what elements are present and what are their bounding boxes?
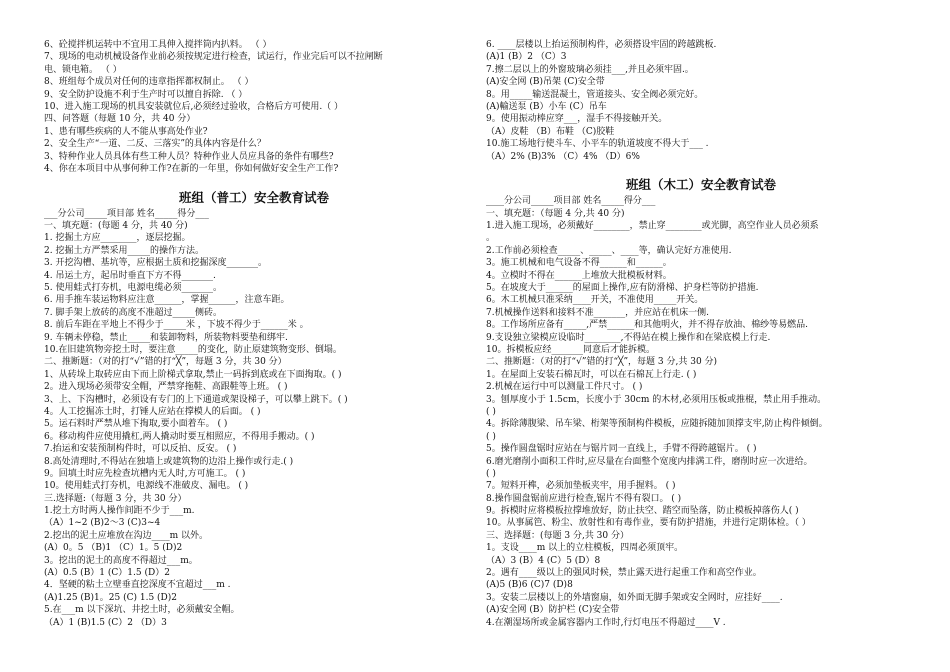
left-text-line: 5.在___m 以下深坑、井挖土时，必须戴安全帽。 bbox=[44, 605, 240, 616]
right-text-line: ( ) bbox=[486, 406, 496, 417]
right-text-line: 一、填充题：（每题 4 分,共 40 分) bbox=[486, 208, 625, 219]
left-exam-column bbox=[44, 39, 464, 629]
right-text-line: 5。操作圆盘锯时应站在与锯片同一直线上，手臂不得跨越锯片。 ( ) bbox=[486, 444, 757, 455]
left-text-line: 8.高处清理时,不得站在独墙上或建筑物的边沿上操作或行走.( ) bbox=[44, 456, 294, 467]
right-text-line: 9。拆模时应将模板拉撑堆放好，防止扶空、踏空而坠落，防止模板掉落伤人( ) bbox=[486, 506, 799, 517]
left-text-line: 7、现场的电动机械设备作业前必须按规定进行检查，试运行，作业完后可以不拉闸断 bbox=[44, 52, 383, 63]
right-text-line: 8。用_____输送混凝土，管道接头、安全阀必须完好。 bbox=[486, 89, 704, 100]
right-exam-column bbox=[486, 39, 916, 629]
right-text-line: 3。刨厚度小于 1.5cm，长度小于 30cm 的木材,必须用压板或推棍，禁止用手推动。 bbox=[486, 394, 827, 405]
right-text-line: 10.施工场地行使斗车、小平车的轨道坡度不得大于___ . bbox=[486, 139, 709, 150]
right-text-line: 4。立模时不得在______上堆放大批模板材料。 bbox=[486, 270, 672, 281]
left-text-line: 2. 挖掘土方严禁采用_____的操作方法。 bbox=[44, 245, 204, 256]
right-text-line: 2.机械在运行中可以测量工件尺寸。 ( ) bbox=[486, 382, 643, 393]
left-text-line: 7.抬运和安装预制构件时，可以反拍、反安。 ( ) bbox=[44, 444, 237, 455]
right-text-line: 8.操作圆盘锯前应进行检查,锯片不得有裂口。 ( ) bbox=[486, 493, 682, 504]
left-text-line: 8、班组每个成员对任何的违章指挥都权制止。 （ ） bbox=[44, 77, 254, 88]
left-text-line: 10、进入施工现场的机具安装就位后,必须经过验收，合格后方可使用.（ ） bbox=[44, 101, 344, 112]
right-text-line: ____分公司_____项目部 姓名_____得分___ bbox=[486, 196, 656, 207]
right-text-line: 7.机械操作送料和接料不准_______，并应站在机床一侧. bbox=[486, 307, 709, 318]
right-text-line: ( ) bbox=[486, 431, 496, 442]
right-text-line: (A)安全网 (B)吊架 (C)安全带 bbox=[486, 77, 605, 88]
right-text-line: 10。拆模板应经_______同意后才能拆模。 bbox=[486, 344, 655, 355]
right-exam-title: 班组（木工）安全教育试卷 bbox=[625, 177, 776, 193]
left-exam-title: 班组（普工）安全教育试卷 bbox=[178, 189, 329, 205]
left-text-line: 二、推断题：（对的打“√”错的打“╳”，每题 3 分，共 30 分） bbox=[44, 357, 287, 368]
right-text-line: 6. ____层楼以上抬运预制构件，必须搭设牢固的跨越跳板. bbox=[486, 40, 717, 50]
right-text-line: （A）皮鞋 （B）布鞋 （C)胶鞋 bbox=[486, 126, 615, 137]
left-text-line: （A）1~2 (B)2～3 (C)3~4 bbox=[44, 518, 161, 529]
left-text-line: 10。使用蛙式打夯机，电源线不准破皮、漏电。 ( ) bbox=[44, 481, 249, 492]
right-text-line: 6。木工机械只准采纳____开关，不准使用_____开关。 bbox=[486, 295, 704, 306]
right-text-line: 6.磨光磨削小面积工件时,应尽量在台面整个宽度内排满工件，磨削时应一次进给。 bbox=[486, 456, 813, 467]
right-text-line: 7.擦二层以上的外窗玻璃必须挂___,并且必须牢固.。 bbox=[486, 64, 694, 75]
left-text-line: 9. 车辆未停稳，禁止_____和装卸物料，所装物料要垫和绑牢. bbox=[44, 332, 288, 343]
right-text-line: (A)安全网 (B）防护栏 (C)安全带 bbox=[486, 605, 620, 616]
right-text-line: 10。从事属笆、粉尘、放射性和有毒作业，要有防护措施，并进行定期体检。（ ） bbox=[486, 518, 811, 529]
right-text-line: (A)1 (B）2 （C）3 bbox=[486, 52, 567, 63]
right-text-line: 4。拆除薄腹梁、吊车梁、桁架等预制构件模板，应随拆随加顶撑支牢,防止构件倾倒。 bbox=[486, 419, 828, 430]
left-text-line: 3、上、下沟槽时，必须设有专门的上下通道或架设梯子，可以攀上跳下。( ) bbox=[44, 394, 348, 405]
right-text-line: 2。遇有____级以上的强风时候，禁止露天进行起重工作和高空作业。 bbox=[486, 568, 762, 579]
left-text-line: （A）1 (B)1.5 (C）2 （D）3 bbox=[44, 617, 167, 628]
right-text-line: 8。工作场所应备有_____,严禁______和其他明火，并不得存放油、棉纱等易燃品. bbox=[486, 320, 808, 331]
right-text-line: 二、推断题：（对的打“√”错的打“╳”，每题 3 分,共 30 分) bbox=[486, 357, 718, 368]
right-text-line: 三、选择题：(每题 3 分,共 30 分） bbox=[486, 530, 629, 541]
left-text-line: 1、患有哪些疾病的人不能从事高处作业? bbox=[44, 126, 208, 137]
right-text-line: 9。使用振动棒应穿___，湿手不得接触开关。 bbox=[486, 114, 668, 125]
right-text-line: 2.工作前必须检查_____、_____、____等，确认完好方准使用. bbox=[486, 245, 732, 256]
left-text-line: 4．坚硬的粘土立壁垂直挖深度不宜超过___m . bbox=[44, 580, 231, 591]
left-text-line: 5。运石料时严禁从堆下掏取,要小面着车。 ( ) bbox=[44, 419, 228, 430]
right-text-line: （A）3 (B）4 (C）5 (D）8 bbox=[486, 555, 601, 566]
left-text-line: 9、安全防护设施不利于生产时可以擅自拆除. （ ） bbox=[44, 89, 248, 100]
right-text-line: 5。在坡度大于______的屋面上操作,应有防滑梯、护身栏等防护措施. bbox=[486, 283, 759, 294]
left-text-line: 4、你在本项目中从事何种工作?在新的一年里，你如何做好安全生产工作? bbox=[44, 163, 339, 174]
left-text-line: 1.挖土方时两人操作间距不少于___m. bbox=[44, 506, 195, 517]
right-text-line: (A)輸送泵 (B）小车 (C）吊车 bbox=[486, 101, 607, 112]
left-text-line: 2.挖出的泥土应堆放在沟边____m 以外。 bbox=[44, 530, 208, 541]
right-text-line: ( ) bbox=[486, 468, 496, 479]
left-text-line: 1、从砖垛上取砖应由下而上阶梯式拿取,禁止一码拆到底或在下面掏取。( ) bbox=[44, 369, 342, 380]
left-text-line: 2、安全生产“一道、二反、三落实”的具体内容是什么？ bbox=[44, 139, 266, 150]
left-text-line: 3、特种作业人员具体有些工种人员？特种作业人员应具备的条件有哪些? bbox=[44, 151, 334, 162]
right-spacer bbox=[486, 163, 916, 175]
left-text-line: 三.选择题:（每题 3 分，共 30 分） bbox=[44, 493, 187, 504]
right-text-line: 1。在屋面上安装石棉瓦时，可以在石棉瓦上行走. ( ) bbox=[486, 369, 697, 380]
left-text-line: ___分公司_____项目部 姓名_____得分___ bbox=[44, 208, 209, 219]
left-text-line: 6. 用手推车装运物料应注意______，掌握______，注意车距。 bbox=[44, 295, 290, 306]
left-text-line: 10.在旧建筑物旁挖土时，要注意_____的变化，防止原建筑物变形、倒塌。 bbox=[44, 344, 342, 355]
left-text-line: 5. 使用蛙式打夯机，电源电缆必须_______。 bbox=[44, 283, 222, 294]
left-text-line: 一、填充题：(每题 4 分，共 40 分) bbox=[44, 221, 188, 232]
left-text-line: (A)1.25 (B)1。25 (C) 1.5 (D)2 bbox=[44, 592, 178, 603]
right-text-line: 4.在潮湿场所或金属容器内工作时,行灯电压不得超过____V . bbox=[486, 617, 726, 628]
right-text-line: 。 bbox=[486, 233, 496, 244]
left-text-line: (A）0。5 （B)1 （C）1。5 (D)2 bbox=[44, 543, 183, 554]
left-text-line: 3. 开挖沟槽、基坑等，应根据土质和挖掘深度_______。 bbox=[44, 258, 267, 269]
right-text-line: 3。施工机械和电气设备不得______和______。 bbox=[486, 258, 672, 269]
left-text-line: 4。人工挖掘冻土时，打锤人应站在撑模人的后面。 ( ) bbox=[44, 406, 261, 417]
left-text-line: 8. 前后车距在平地上不得少于_____米 ，下坡不得少于______米 。 bbox=[44, 320, 309, 331]
left-text-line: 1. 挖掘土方应________，逐层挖掘。 bbox=[44, 233, 191, 244]
right-text-line: (A)5 (B)6 (C)7 (D)8 bbox=[486, 580, 573, 591]
left-text-line: 3。挖出的泥土的高度不得超过___m。 bbox=[44, 555, 198, 566]
right-text-line: （A）2% (B)3% （C）4% （D）6% bbox=[486, 151, 640, 162]
left-text-line: 2。进入现场必须带安全帽，严禁穿拖鞋、高跟鞋等上班。 ( ) bbox=[44, 382, 288, 393]
left-spacer bbox=[44, 175, 464, 187]
right-text-line: 1。支设____m 以上的立柱模板，四周必须顶牢。 bbox=[486, 543, 684, 554]
right-text-line: 3。安装二层楼以上的外墙窗扇，如外面无脚手架或安全网时，应挂好____. bbox=[486, 592, 783, 603]
right-text-line: 1.进入施工现场，必须戴好________，禁止穿________或光脚，高空作业人员必须系 bbox=[486, 221, 819, 232]
left-text-line: 9。回填土时应先检查坑槽内无人时,方可施工。 ( ) bbox=[44, 468, 246, 479]
left-text-line: 4. 吊运土方，起吊时垂直下方不得_______. bbox=[44, 270, 216, 281]
left-text-line: 6、砼搅拌机运转中不宜用工具伸入搅拌筒内扒料。 （ ） bbox=[44, 40, 272, 50]
left-text-line: 电、锁电箱。 （ ） bbox=[44, 64, 122, 75]
right-text-line: 9.支设独立梁模应设临时________,不得站在模上操作和在梁底模上行走. bbox=[486, 332, 771, 343]
left-text-line: 6。移动构件应使用撬杠,两人撬动时要互相照应，不得用手搬动。( ) bbox=[44, 431, 315, 442]
left-text-line: 7. 脚手架上放砖的高度不准超过_____侧砖。 bbox=[44, 307, 222, 318]
left-text-line: 四、问答题（每题 10 分，共 40 分） bbox=[44, 114, 196, 125]
right-text-line: 7。短料开榫，必须加垫板夹牢，用手握料。 ( ) bbox=[486, 481, 676, 492]
left-text-line: (A）0.5 (B）1 (C）1.5 (D）2 bbox=[44, 568, 170, 579]
